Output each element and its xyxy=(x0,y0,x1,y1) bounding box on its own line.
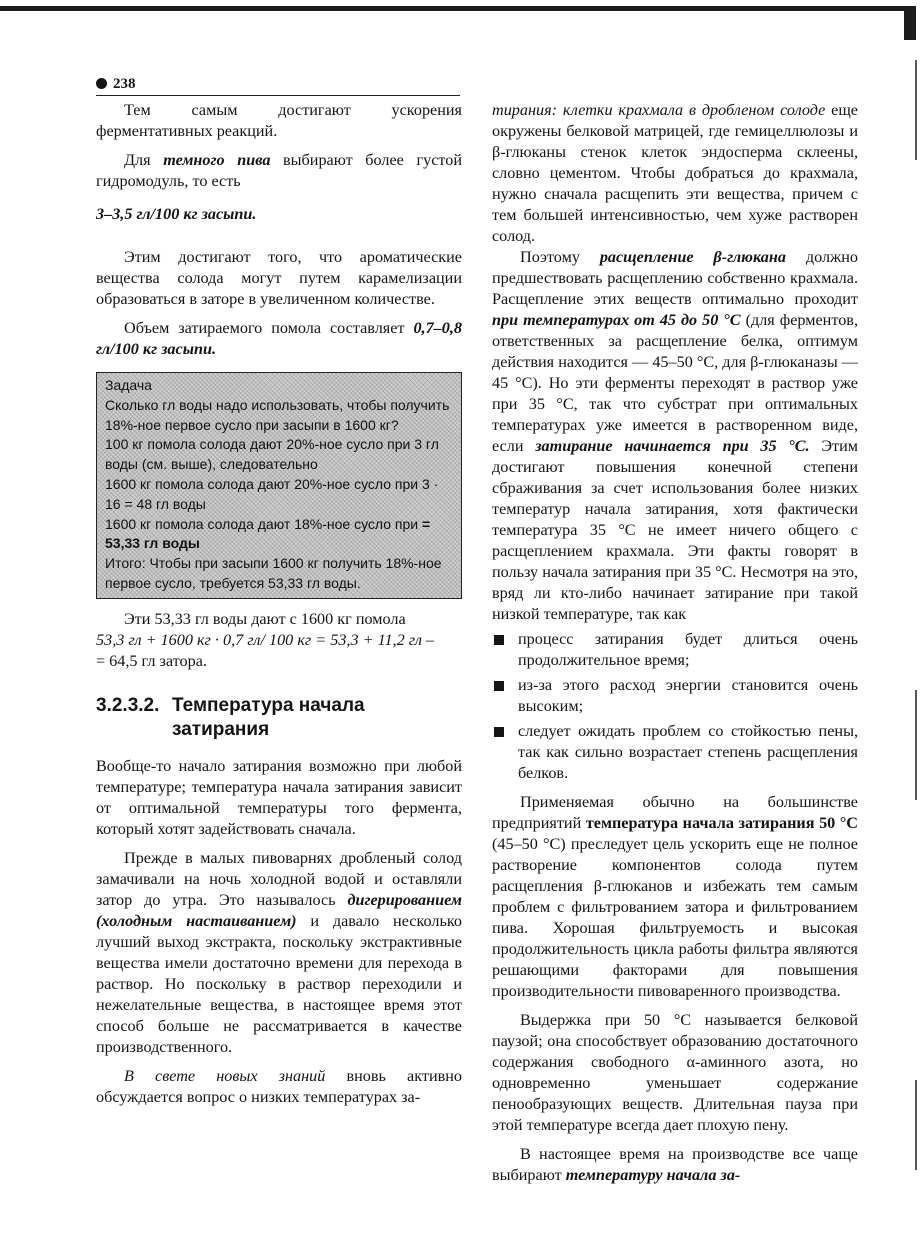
task-step: 1600 кг помола солода дают 20%-ное сусло при 3 · 16 = 48 гл воды xyxy=(105,475,439,512)
task-box xyxy=(96,372,462,599)
paragraph: Применяемая обычно на большинстве предприятий температура начала затирания 50 °С (45–50 °С) преследует цель ускорить еще не полное растворение компонентов солода путем расщепления β-глюканов и избежать тем самым проблем с фильтрованием затора и фильтрованием пива. Хорошая фильтруемость и высокая продолжительность цикла работы фильтра являются решающими факторами для повышения производительности пивоваренного производства. xyxy=(492,793,858,1000)
paragraph: Прежде в малых пивоварнях дробленый солод замачивали на ночь холодной водой и оставляли затор до утра. Это называлось дигерированием (холодным настаиванием) и давало несколько лучший выход экстракта, поскольку экстрактивные вещества имели достаточно времени для перехода в раствор. Но поскольку в раствор переходили и нежелательные вещества, в настоящее время этот способ больше не рассматривается в качестве производственного. xyxy=(96,848,462,1056)
calculation: 53,3 гл + 1600 кг · 0,7 гл/ 100 кг = 53,3 + 11,2 гл – xyxy=(96,630,435,649)
scan-edge-line xyxy=(915,690,917,800)
paragraph: Этим достигают того, что ароматические вещества солода могут путем карамелизации образоваться в заторе в увеличенном количестве. xyxy=(96,248,462,308)
paragraph: Тем самым достигают ускорения ферментативных реакций. xyxy=(96,101,462,140)
paragraph: тирания: клетки крахмала в дробленом солоде еще окружены белковой матрицей, где гемицеллюлозы и β-глюканы стенок клеток эндосперма склеены, словно цементом. Чтобы добраться до крахмала, нужно сначала расщепить эти вещества, причем с тем большей интенсивностью, чем хуже растворен солод. xyxy=(492,101,858,245)
paragraph: Выдержка при 50 °С называется белковой паузой; она способствует образованию достаточного содержания свободного α-аминного азота, но одновременно уменьшает содержание пенообразующих веществ. Длительная пауза при этой температуре всегда дает плохую пену. xyxy=(492,1011,858,1134)
paragraph: Вообще-то начало затирания возможно при любой температуре; температура начала затирания зависит от оптимальной температуры того фермента, который хотят задействовать сначала. xyxy=(96,756,462,838)
formula: 3–3,5 гл/100 кг засыпи. xyxy=(96,205,257,223)
header-rule xyxy=(96,95,460,96)
list-item: процесс затирания будет длиться очень продолжительное время; xyxy=(492,629,858,671)
task-result: Итого: Чтобы при засыпи 1600 кг получить 18%-ное первое сусло, требуется 53,33 гл воды. xyxy=(105,555,442,591)
paragraph: В свете новых знаний вновь активно обсуждается вопрос о низких температурах за- xyxy=(96,1066,463,1106)
calculation: = 64,5 гл затора. xyxy=(96,651,207,670)
paragraph: Для темного пива выбирают более густой гидромодуль, то есть xyxy=(96,151,462,190)
page-number: 238 xyxy=(96,76,136,93)
task-title: Задача xyxy=(105,377,152,393)
task-question: Сколько гл воды надо использовать, чтобы получить 18%-ное первое сусло при засыпи в 1600 кг? xyxy=(105,396,450,433)
scan-top-border xyxy=(0,6,916,11)
left-column xyxy=(96,100,462,1108)
list-item: из-за этого расход энергии становится очень высоким; xyxy=(492,675,858,717)
paragraph: Поэтому расщепление β-глюкана должно предшествовать расщеплению собственно крахмала. Расщепление этих веществ оптимально проходит при температурах от 45 до 50 °С (для ферментов, ответственных за расщепление белка, оптимум действия находится — 45–50 °С, для β-глюканазы — 45 °С). Но эти ферменты переходят в раствор уже при 35 °С, так что субстрат при оптимальных температурах уже имеется в растворенном виде, если затирание начинается при 35 °С. Этим достигают повышения конечной степени сбраживания за счет использования более низких температур начала затирания, хотя фактически температура 35 °С не имеет ничего общего с расщеплением крахмала. Эти факты говорят в пользу начала затирания при 35 °С. Несмотря на это, вряд ли кто-либо начинает затирание при такой низкой температуре, так как xyxy=(492,248,858,623)
task-step: 100 кг помола солода дают 20%-ное сусло при 3 гл воды (см. выше), следовательно xyxy=(105,436,439,473)
paragraph: Объем затираемого помола составляет 0,7–0,8 гл/100 кг засыпи. xyxy=(96,319,462,358)
page-bullet-icon xyxy=(96,78,107,89)
scan-edge-line xyxy=(915,1080,917,1170)
right-column xyxy=(492,100,858,1186)
paragraph: В настоящее время на производстве все чаще выбирают температуру начала за- xyxy=(492,1145,858,1184)
paragraph: Эти 53,33 гл воды дают с 1600 кг помола xyxy=(124,609,406,628)
bullet-list xyxy=(492,629,858,784)
list-item: следует ожидать проблем со стойкостью пены, так как сильно возрастает степень расщепления белков. xyxy=(492,721,858,784)
scan-corner-mark xyxy=(904,6,916,40)
task-step: 1600 кг помола солода дают 18%-ное сусло при = 53,33 гл воды xyxy=(105,515,431,552)
scan-edge-line xyxy=(915,60,917,160)
section-heading: 3.2.3.2. Температура начала затирания xyxy=(96,694,365,740)
